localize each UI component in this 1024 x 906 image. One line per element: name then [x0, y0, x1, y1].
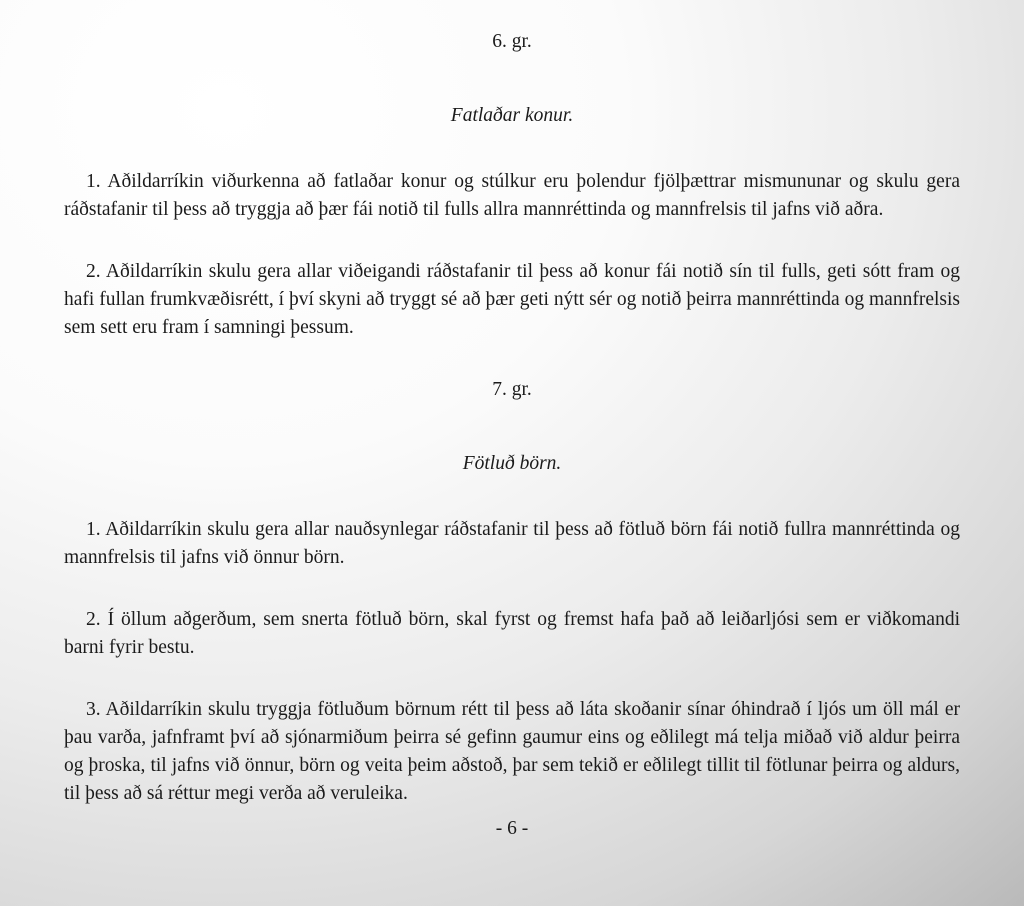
- article-6-paragraph-2: 2. Aðildarríkin skulu gera allar viðeigandi ráðstafanir til þess að konur fái notið sín til fulls, geti sótt fram og hafi fullan frumkvæðisrétt, í því skyni að tryggt sé að þær geti nýtt sér og notið þeirra mannréttinda og mannfrelsis sem sett eru fram í samningi þessum.: [64, 261, 960, 338]
- article-7-paragraph-3: 3. Aðildarríkin skulu tryggja fötluðum börnum rétt til þess að láta skoðanir sínar óhindrað í ljós um öll mál er þau varða, jafnframt því að sjónarmiðum þeirra sé gefinn gaumur eins og eðlilegt má telja miðað við aldur þeirra og þroska, til jafns við önnur, börn og veita þeim aðstoð, þar sem tekið er eðlilegt tillit til fötlunar þeirra og aldurs, til þess að sá réttur megi verða að veruleika.: [64, 699, 960, 804]
- article-7-paragraph-2: 2. Í öllum aðgerðum, sem snerta fötluð börn, skal fyrst og fremst hafa það að leiðarljósi sem er viðkomandi barni fyrir bestu.: [64, 609, 960, 658]
- article-7-subheading: Fötluð börn.: [462, 453, 562, 474]
- article-6-heading: 6. gr.: [492, 31, 532, 52]
- article-6-subheading: Fatlaðar konur.: [450, 105, 574, 126]
- article-7-heading: 7. gr.: [492, 379, 532, 400]
- article-7-paragraph-1: 1. Aðildarríkin skulu gera allar nauðsynlegar ráðstafanir til þess að fötluð börn fái notið fullra mannréttinda og mannfrelsis til jafns við önnur börn.: [64, 519, 960, 568]
- article-6-paragraph-1: 1. Aðildarríkin viðurkenna að fatlaðar konur og stúlkur eru þolendur fjölþættrar mismununar og skulu gera ráðstafanir til þess að tryggja að þær fái notið til fulls allra mannréttinda og mannfrelsis til jafns við aðra.: [64, 171, 960, 220]
- page-number: - 6 -: [495, 818, 529, 839]
